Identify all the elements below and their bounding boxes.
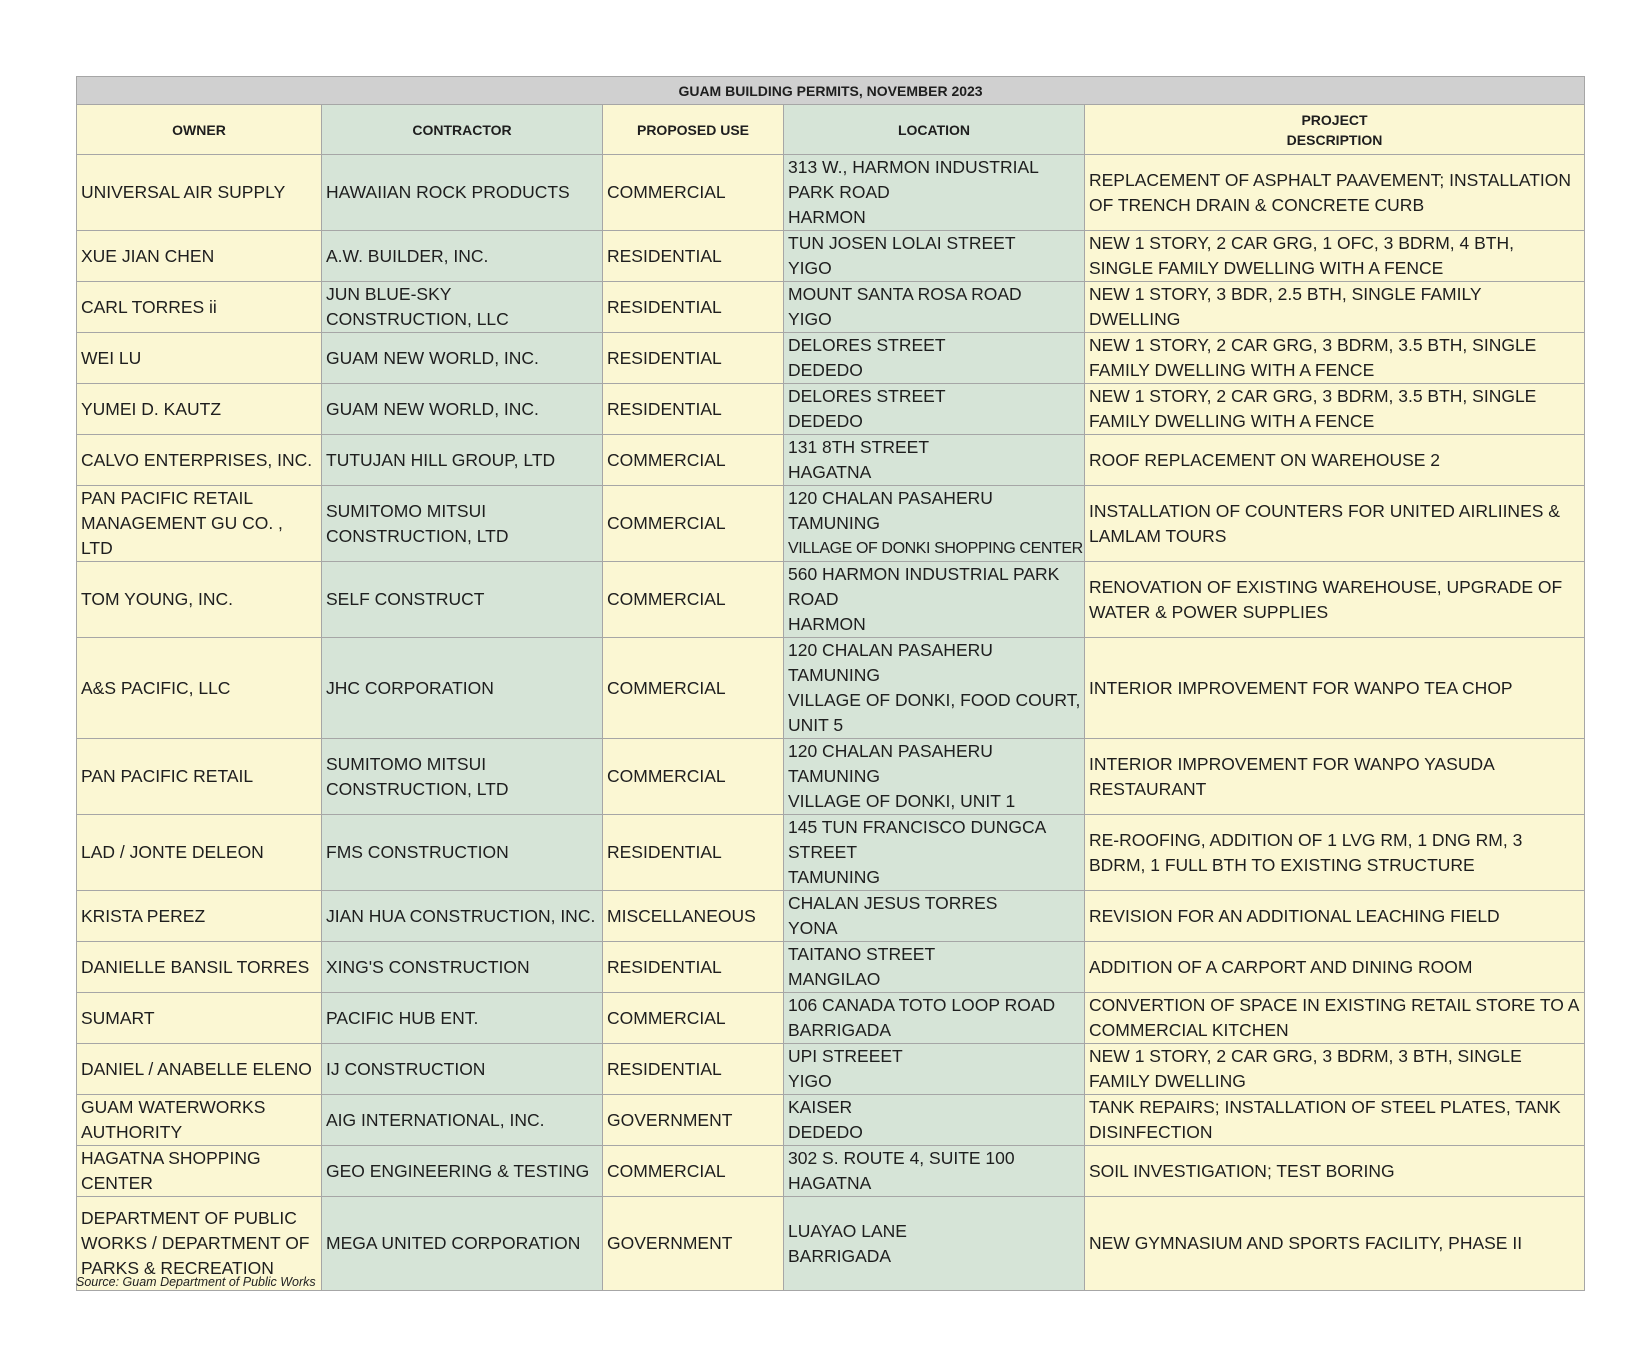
project-description-cell [1085, 891, 1585, 942]
proposed-use-cell: RESIDENTIAL [603, 282, 784, 333]
proposed-use-cell: MISCELLANEOUS [603, 891, 784, 942]
owner-cell: UNIVERSAL AIR SUPPLY [77, 155, 322, 231]
table-row [77, 435, 1585, 486]
location-line: VILLAGE OF DONKI, UNIT 1 [788, 791, 1016, 811]
location-line: TAMUNING [788, 867, 881, 887]
description-line: NEW GYMNASIUM AND SPORTS FACILITY, PHASE II [1089, 1233, 1523, 1253]
owner-cell: DANIELLE BANSIL TORRES [77, 942, 322, 993]
contractor-cell: A.W. BUILDER, INC. [322, 231, 603, 282]
location-line: 145 TUN FRANCISCO DUNGCA [788, 817, 1047, 837]
description-line: TANK REPAIRS; INSTALLATION OF STEEL PLATES, TANK [1089, 1097, 1561, 1117]
table-title: GUAM BUILDING PERMITS, NOVEMBER 2023 [77, 77, 1585, 105]
location-line: YIGO [788, 309, 832, 329]
location-cell [784, 435, 1085, 486]
location-cell [784, 333, 1085, 384]
location-cell [784, 638, 1085, 739]
location-line: BARRIGADA [788, 1245, 892, 1266]
contractor-cell: MEGA UNITED CORPORATION [322, 1197, 603, 1291]
location-line: DELORES STREET [788, 386, 946, 406]
description-line: RENOVATION OF EXISTING WAREHOUSE, UPGRADE OF [1089, 576, 1563, 597]
location-line: 120 CHALAN PASAHERU [788, 640, 993, 660]
table-row [77, 638, 1585, 739]
location-line: HARMON [788, 614, 866, 634]
description-line: OF TRENCH DRAIN & CONCRETE CURB [1089, 194, 1425, 215]
header-project-description-line1: PROJECT [1301, 111, 1368, 128]
location-cell [784, 562, 1085, 638]
project-description-cell [1085, 384, 1585, 435]
permit-rows [77, 155, 1585, 1291]
proposed-use-cell: RESIDENTIAL [603, 333, 784, 384]
description-line: COMMERCIAL KITCHEN [1089, 1020, 1289, 1040]
location-cell [784, 486, 1085, 562]
proposed-use-cell: COMMERCIAL [603, 993, 784, 1044]
owner-cell: LAD / JONTE DELEON [77, 815, 322, 891]
project-description-cell [1085, 435, 1585, 486]
location-line: HAGATNA [788, 462, 872, 482]
project-description-cell [1085, 993, 1585, 1044]
location-line: TAMUNING [788, 665, 881, 685]
location-line: TAITANO STREET [788, 944, 936, 964]
owner-cell: WEI LU [77, 333, 322, 384]
table-row [77, 1095, 1585, 1146]
proposed-use-cell: RESIDENTIAL [603, 942, 784, 993]
project-description-cell [1085, 1197, 1585, 1291]
location-cell [784, 1197, 1085, 1291]
description-line: WATER & POWER SUPPLIES [1089, 601, 1329, 622]
location-cell [784, 942, 1085, 993]
owner-cell: KRISTA PEREZ [77, 891, 322, 942]
owner-cell: DANIEL / ANABELLE ELENO [77, 1044, 322, 1095]
location-line: BARRIGADA [788, 1020, 892, 1040]
owner-cell: YUMEI D. KAUTZ [77, 384, 322, 435]
location-line: 106 CANADA TOTO LOOP ROAD [788, 995, 1056, 1015]
contractor-cell: JUN BLUE-SKY CONSTRUCTION, LLC [322, 282, 603, 333]
header-project-description [1085, 105, 1585, 155]
contractor-cell: XING'S CONSTRUCTION [322, 942, 603, 993]
location-line: YIGO [788, 1071, 832, 1091]
header-project-description-line2: DESCRIPTION [1286, 131, 1383, 148]
location-line: DELORES STREET [788, 335, 946, 355]
description-line: NEW 1 STORY, 2 CAR GRG, 3 BDRM, 3 BTH, SINGLE [1089, 1046, 1522, 1066]
proposed-use-cell: RESIDENTIAL [603, 1044, 784, 1095]
project-description-cell [1085, 1095, 1585, 1146]
table-row [77, 155, 1585, 231]
table-row [77, 1044, 1585, 1095]
location-line: DEDEDO [788, 411, 863, 431]
location-line: DEDEDO [788, 1122, 863, 1142]
table-row [77, 942, 1585, 993]
owner-cell: TOM YOUNG, INC. [77, 562, 322, 638]
proposed-use-cell: GOVERNMENT [603, 1095, 784, 1146]
location-line: 560 HARMON INDUSTRIAL PARK [788, 564, 1060, 584]
description-line: LAMLAM TOURS [1089, 525, 1227, 546]
location-line: TAMUNING [788, 513, 881, 533]
project-description-cell [1085, 486, 1585, 562]
contractor-cell: JIAN HUA CONSTRUCTION, INC. [322, 891, 603, 942]
contractor-cell: IJ CONSTRUCTION [322, 1044, 603, 1095]
table-row [77, 562, 1585, 638]
location-line: VILLAGE OF DONKI SHOPPING CENTER [788, 540, 1083, 557]
project-description-cell [1085, 1146, 1585, 1197]
contractor-cell: TUTUJAN HILL GROUP, LTD [322, 435, 603, 486]
owner-cell: A&S PACIFIC, LLC [77, 638, 322, 739]
location-line: TUN JOSEN LOLAI STREET [788, 233, 1016, 253]
location-line: KAISER [788, 1097, 853, 1117]
description-line: INTERIOR IMPROVEMENT FOR WANPO YASUDA [1089, 753, 1495, 774]
contractor-cell: GUAM NEW WORLD, INC. [322, 384, 603, 435]
table-row [77, 333, 1585, 384]
project-description-cell [1085, 815, 1585, 891]
owner-cell: PAN PACIFIC RETAIL [77, 739, 322, 815]
owner-cell: CARL TORRES ii [77, 282, 322, 333]
description-line: FAMILY DWELLING [1089, 1071, 1246, 1091]
proposed-use-cell: COMMERCIAL [603, 562, 784, 638]
description-line: NEW 1 STORY, 2 CAR GRG, 3 BDRM, 3.5 BTH, SINGLE [1089, 335, 1537, 355]
location-line: ROAD [788, 589, 839, 609]
proposed-use-cell: GOVERNMENT [603, 1197, 784, 1291]
location-cell [784, 1095, 1085, 1146]
table-row [77, 993, 1585, 1044]
table-row [77, 486, 1585, 562]
table-row [77, 891, 1585, 942]
proposed-use-cell: RESIDENTIAL [603, 384, 784, 435]
description-line: DWELLING [1089, 309, 1181, 329]
location-cell [784, 739, 1085, 815]
header-proposed-use: PROPOSED USE [603, 105, 784, 155]
contractor-cell: SUMITOMO MITSUI CONSTRUCTION, LTD [322, 739, 603, 815]
description-line: NEW 1 STORY, 3 BDR, 2.5 BTH, SINGLE FAMILY [1089, 284, 1482, 304]
table-row [77, 815, 1585, 891]
project-description-cell [1085, 282, 1585, 333]
project-description-cell [1085, 333, 1585, 384]
contractor-cell: GUAM NEW WORLD, INC. [322, 333, 603, 384]
location-line: 302 S. ROUTE 4, SUITE 100 [788, 1148, 1015, 1168]
table-row [77, 231, 1585, 282]
contractor-cell: SUMITOMO MITSUI CONSTRUCTION, LTD [322, 486, 603, 562]
description-line: ADDITION OF A CARPORT AND DINING ROOM [1089, 956, 1473, 977]
header-owner: OWNER [77, 105, 322, 155]
owner-cell: XUE JIAN CHEN [77, 231, 322, 282]
proposed-use-cell: COMMERCIAL [603, 739, 784, 815]
contractor-cell: PACIFIC HUB ENT. [322, 993, 603, 1044]
location-line: CHALAN JESUS TORRES [788, 893, 998, 913]
description-line: RE-ROOFING, ADDITION OF 1 LVG RM, 1 DNG RM, 3 [1089, 829, 1523, 850]
project-description-cell [1085, 1044, 1585, 1095]
table-row [77, 739, 1585, 815]
location-cell [784, 993, 1085, 1044]
location-line: YIGO [788, 258, 832, 278]
contractor-cell: FMS CONSTRUCTION [322, 815, 603, 891]
location-line: MANGILAO [788, 969, 881, 989]
location-line: VILLAGE OF DONKI, FOOD COURT, [788, 690, 1081, 710]
proposed-use-cell: COMMERCIAL [603, 155, 784, 231]
location-cell [784, 891, 1085, 942]
location-cell [784, 282, 1085, 333]
location-line: 313 W., HARMON INDUSTRIAL [788, 157, 1039, 177]
proposed-use-cell: COMMERCIAL [603, 1146, 784, 1197]
table-row [77, 282, 1585, 333]
description-line: REVISION FOR AN ADDITIONAL LEACHING FIELD [1089, 905, 1500, 926]
location-line: STREET [788, 842, 858, 862]
description-line: SOIL INVESTIGATION; TEST BORING [1089, 1160, 1395, 1181]
owner-cell: SUMART [77, 993, 322, 1044]
location-cell [784, 155, 1085, 231]
location-cell [784, 1146, 1085, 1197]
project-description-cell [1085, 739, 1585, 815]
proposed-use-cell: COMMERCIAL [603, 638, 784, 739]
proposed-use-cell: RESIDENTIAL [603, 815, 784, 891]
location-line: LUAYAO LANE [788, 1220, 907, 1241]
description-line: DISINFECTION [1089, 1122, 1213, 1142]
description-line: REPLACEMENT OF ASPHALT PAAVEMENT; INSTALLATION [1089, 169, 1572, 190]
location-cell [784, 231, 1085, 282]
building-permits-table [76, 76, 1585, 1291]
description-line: NEW 1 STORY, 2 CAR GRG, 1 OFC, 3 BDRM, 4 BTH, [1089, 233, 1514, 253]
description-line: SINGLE FAMILY DWELLING WITH A FENCE [1089, 258, 1444, 278]
contractor-cell: HAWAIIAN ROCK PRODUCTS [322, 155, 603, 231]
table-row [77, 384, 1585, 435]
project-description-cell [1085, 155, 1585, 231]
project-description-cell [1085, 638, 1585, 739]
location-line: HARMON [788, 207, 866, 227]
project-description-cell [1085, 942, 1585, 993]
project-description-cell [1085, 231, 1585, 282]
owner-cell: PAN PACIFIC RETAIL MANAGEMENT GU CO. , LTD [77, 486, 322, 562]
location-line: 120 CHALAN PASAHERU [788, 741, 993, 761]
location-line: DEDEDO [788, 360, 863, 380]
location-cell [784, 815, 1085, 891]
location-line: 131 8TH STREET [788, 437, 930, 457]
proposed-use-cell: COMMERCIAL [603, 435, 784, 486]
description-line: BDRM, 1 FULL BTH TO EXISTING STRUCTURE [1089, 854, 1475, 875]
description-line: FAMILY DWELLING WITH A FENCE [1089, 411, 1375, 431]
description-line: INSTALLATION OF COUNTERS FOR UNITED AIRLIINES & [1089, 500, 1560, 521]
location-line: YONA [788, 918, 838, 938]
contractor-cell: JHC CORPORATION [322, 638, 603, 739]
description-line: ROOF REPLACEMENT ON WAREHOUSE 2 [1089, 449, 1441, 470]
location-line: HAGATNA [788, 1173, 872, 1193]
contractor-cell: SELF CONSTRUCT [322, 562, 603, 638]
header-contractor: CONTRACTOR [322, 105, 603, 155]
owner-cell: HAGATNA SHOPPING CENTER [77, 1146, 322, 1197]
location-cell [784, 1044, 1085, 1095]
description-line: RESTAURANT [1089, 778, 1207, 799]
header-location: LOCATION [784, 105, 1085, 155]
location-line: PARK ROAD [788, 182, 890, 202]
description-line: FAMILY DWELLING WITH A FENCE [1089, 360, 1375, 380]
location-line: UPI STREEET [788, 1046, 903, 1066]
location-line: MOUNT SANTA ROSA ROAD [788, 284, 1022, 304]
source-note: Source: Guam Department of Public Works [76, 1275, 316, 1289]
description-line: NEW 1 STORY, 2 CAR GRG, 3 BDRM, 3.5 BTH, SINGLE [1089, 386, 1537, 406]
description-line: CONVERTION OF SPACE IN EXISTING RETAIL STORE TO A [1089, 995, 1580, 1015]
owner-cell: GUAM WATERWORKS AUTHORITY [77, 1095, 322, 1146]
project-description-cell [1085, 562, 1585, 638]
proposed-use-cell: RESIDENTIAL [603, 231, 784, 282]
contractor-cell: AIG INTERNATIONAL, INC. [322, 1095, 603, 1146]
owner-cell: DEPARTMENT OF PUBLIC WORKS / DEPARTMENT OF PARKS & RECREATION [77, 1197, 322, 1291]
location-line: 120 CHALAN PASAHERU [788, 488, 993, 508]
location-cell [784, 384, 1085, 435]
location-line: UNIT 5 [788, 715, 844, 735]
contractor-cell: GEO ENGINEERING & TESTING [322, 1146, 603, 1197]
table-row [77, 1146, 1585, 1197]
description-line: INTERIOR IMPROVEMENT FOR WANPO TEA CHOP [1089, 677, 1513, 698]
location-line: TAMUNING [788, 766, 881, 786]
proposed-use-cell: COMMERCIAL [603, 486, 784, 562]
owner-cell: CALVO ENTERPRISES, INC. [77, 435, 322, 486]
